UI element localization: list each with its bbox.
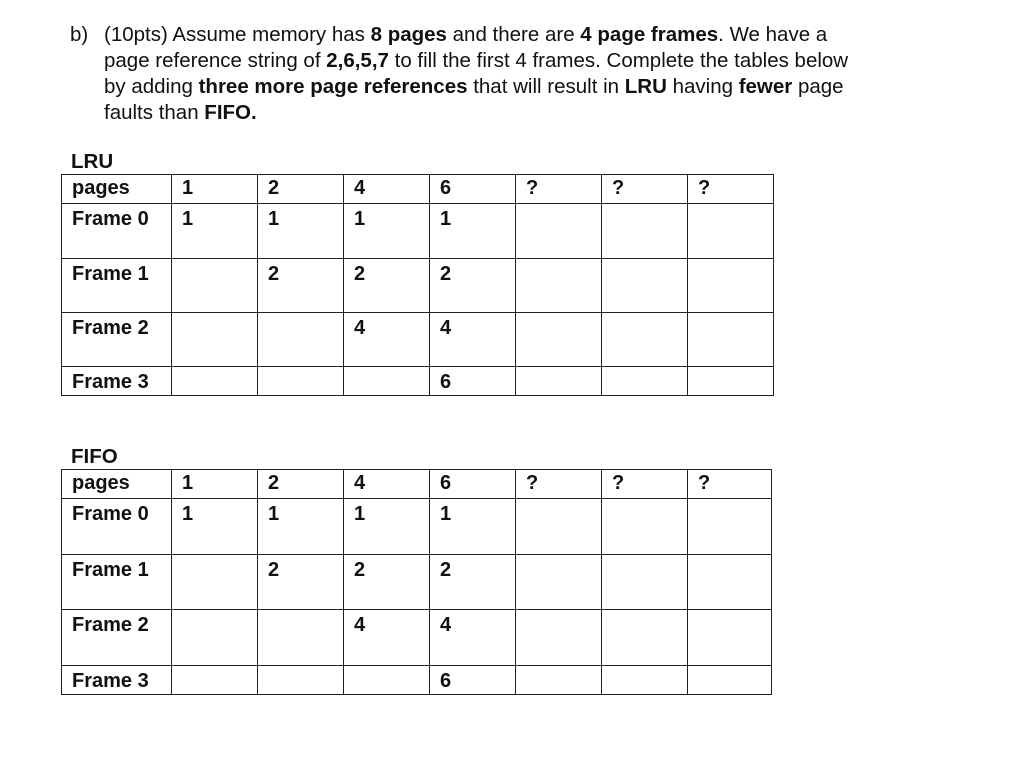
frame-cell-empty[interactable] [516,259,602,313]
frame-cell-empty[interactable] [688,259,774,313]
fifo-frame-row-2 [62,610,772,666]
frame-cell-empty[interactable] [602,367,688,396]
fifo-frame-row-0 [62,499,772,555]
frame-cell: 1 [430,204,516,259]
question-run: . We have a [718,23,828,46]
page-reference-blank[interactable]: ? [602,470,688,499]
question-run: that will result in [467,75,625,98]
frame-cell-empty[interactable] [602,259,688,313]
frame-cell: 6 [430,666,516,695]
frame-cell: 1 [344,499,430,555]
frame-cell-empty[interactable] [688,367,774,396]
frame-cell: 1 [430,499,516,555]
frame-cell: 1 [258,204,344,259]
question-emphasis: LRU [624,75,667,98]
frame-label: Frame 0 [62,499,172,555]
lru-frame-row-2 [62,313,774,367]
question-run: page [792,75,844,98]
frame-label: Frame 1 [62,259,172,313]
question-line [70,100,970,126]
frame-cell-empty[interactable] [516,666,602,695]
frame-cell: 1 [172,204,258,259]
frame-label: Frame 0 [62,204,172,259]
question-run: page reference string of [104,49,327,72]
frame-label: Frame 2 [62,610,172,666]
frame-cell-empty[interactable] [688,499,772,555]
fifo-pages-row [62,470,772,499]
frame-cell-empty [258,313,344,367]
frame-label: Frame 3 [62,367,172,396]
frame-cell-empty[interactable] [688,313,774,367]
frame-cell-empty [172,259,258,313]
page-reference-cell: 1 [172,175,258,204]
frame-cell-empty [172,367,258,396]
frame-cell: 2 [344,555,430,610]
page-reference-cell: 4 [344,175,430,204]
question-run: (10pts) Assume memory has [104,23,371,46]
frame-cell-empty[interactable] [516,313,602,367]
frame-cell-empty [172,610,258,666]
frame-cell-empty [172,555,258,610]
frame-cell: 2 [258,259,344,313]
page-reference-cell: 4 [344,470,430,499]
frame-cell: 4 [344,313,430,367]
question-emphasis: 4 page frames [580,23,719,46]
frame-label: Frame 1 [62,555,172,610]
frame-cell-empty[interactable] [516,499,602,555]
frame-cell-empty[interactable] [602,313,688,367]
lru-table [61,174,774,396]
frame-cell: 4 [344,610,430,666]
page-reference-blank[interactable]: ? [516,470,602,499]
frame-cell-empty[interactable] [688,610,772,666]
lru-pages-row [62,175,774,204]
frame-cell-empty[interactable] [516,555,602,610]
page-reference-blank[interactable]: ? [688,175,774,204]
fifo-frame-row-3 [62,666,772,695]
frame-cell: 1 [258,499,344,555]
frame-cell-empty [258,610,344,666]
frame-cell: 1 [344,204,430,259]
question-emphasis: 8 pages [370,23,447,46]
frame-cell: 4 [430,313,516,367]
pages-label: pages [62,175,172,204]
question-line [70,22,970,48]
frame-cell: 6 [430,367,516,396]
page-reference-cell: 2 [258,470,344,499]
fifo-frame-row-1 [62,555,772,610]
frame-cell: 1 [172,499,258,555]
frame-cell: 2 [344,259,430,313]
question-emphasis: three more page references [198,75,468,98]
frame-label: Frame 2 [62,313,172,367]
fifo-table [61,469,772,695]
frame-cell-empty[interactable] [688,204,774,259]
lru-frame-row-3 [62,367,774,396]
page-reference-cell: 1 [172,470,258,499]
frame-cell-empty [258,367,344,396]
question-emphasis: fewer [738,75,793,98]
page-reference-cell: 6 [430,470,516,499]
question-run: by adding [104,75,199,98]
frame-cell-empty[interactable] [602,610,688,666]
lru-table-title: LRU [71,150,114,173]
lru-table-block [61,150,774,396]
question-line [70,74,970,100]
frame-cell: 2 [430,555,516,610]
page-reference-cell: 6 [430,175,516,204]
page-reference-cell: 2 [258,175,344,204]
question-emphasis: FIFO. [204,101,257,124]
pages-label: pages [62,470,172,499]
frame-cell-empty [172,313,258,367]
frame-cell-empty[interactable] [516,204,602,259]
frame-cell-empty [258,666,344,695]
frame-cell-empty[interactable] [602,499,688,555]
page-reference-blank[interactable]: ? [688,470,772,499]
page-reference-blank[interactable]: ? [516,175,602,204]
question-label: b) [70,23,89,46]
frame-cell-empty[interactable] [688,555,772,610]
frame-cell-empty[interactable] [516,610,602,666]
fifo-table-block [61,445,772,695]
question-run: and there are [446,23,581,46]
frame-cell-empty[interactable] [602,204,688,259]
frame-cell-empty [172,666,258,695]
page-reference-blank[interactable]: ? [602,175,688,204]
question-text [70,22,970,126]
frame-cell-empty [344,666,430,695]
frame-cell: 4 [430,610,516,666]
lru-frame-row-0 [62,204,774,259]
frame-cell: 2 [430,259,516,313]
question-emphasis: 2,6,5,7 [326,49,389,72]
lru-frame-row-1 [62,259,774,313]
frame-cell-empty[interactable] [688,666,772,695]
fifo-table-title: FIFO [71,445,118,468]
question-run: faults than [104,101,205,124]
frame-cell-empty[interactable] [516,367,602,396]
frame-cell: 2 [258,555,344,610]
question-run: to fill the first 4 frames. Complete the tables below [388,49,849,72]
frame-cell-empty[interactable] [602,555,688,610]
frame-cell-empty[interactable] [602,666,688,695]
frame-label: Frame 3 [62,666,172,695]
question-line [70,48,970,74]
question-run: having [666,75,739,98]
frame-cell-empty [344,367,430,396]
